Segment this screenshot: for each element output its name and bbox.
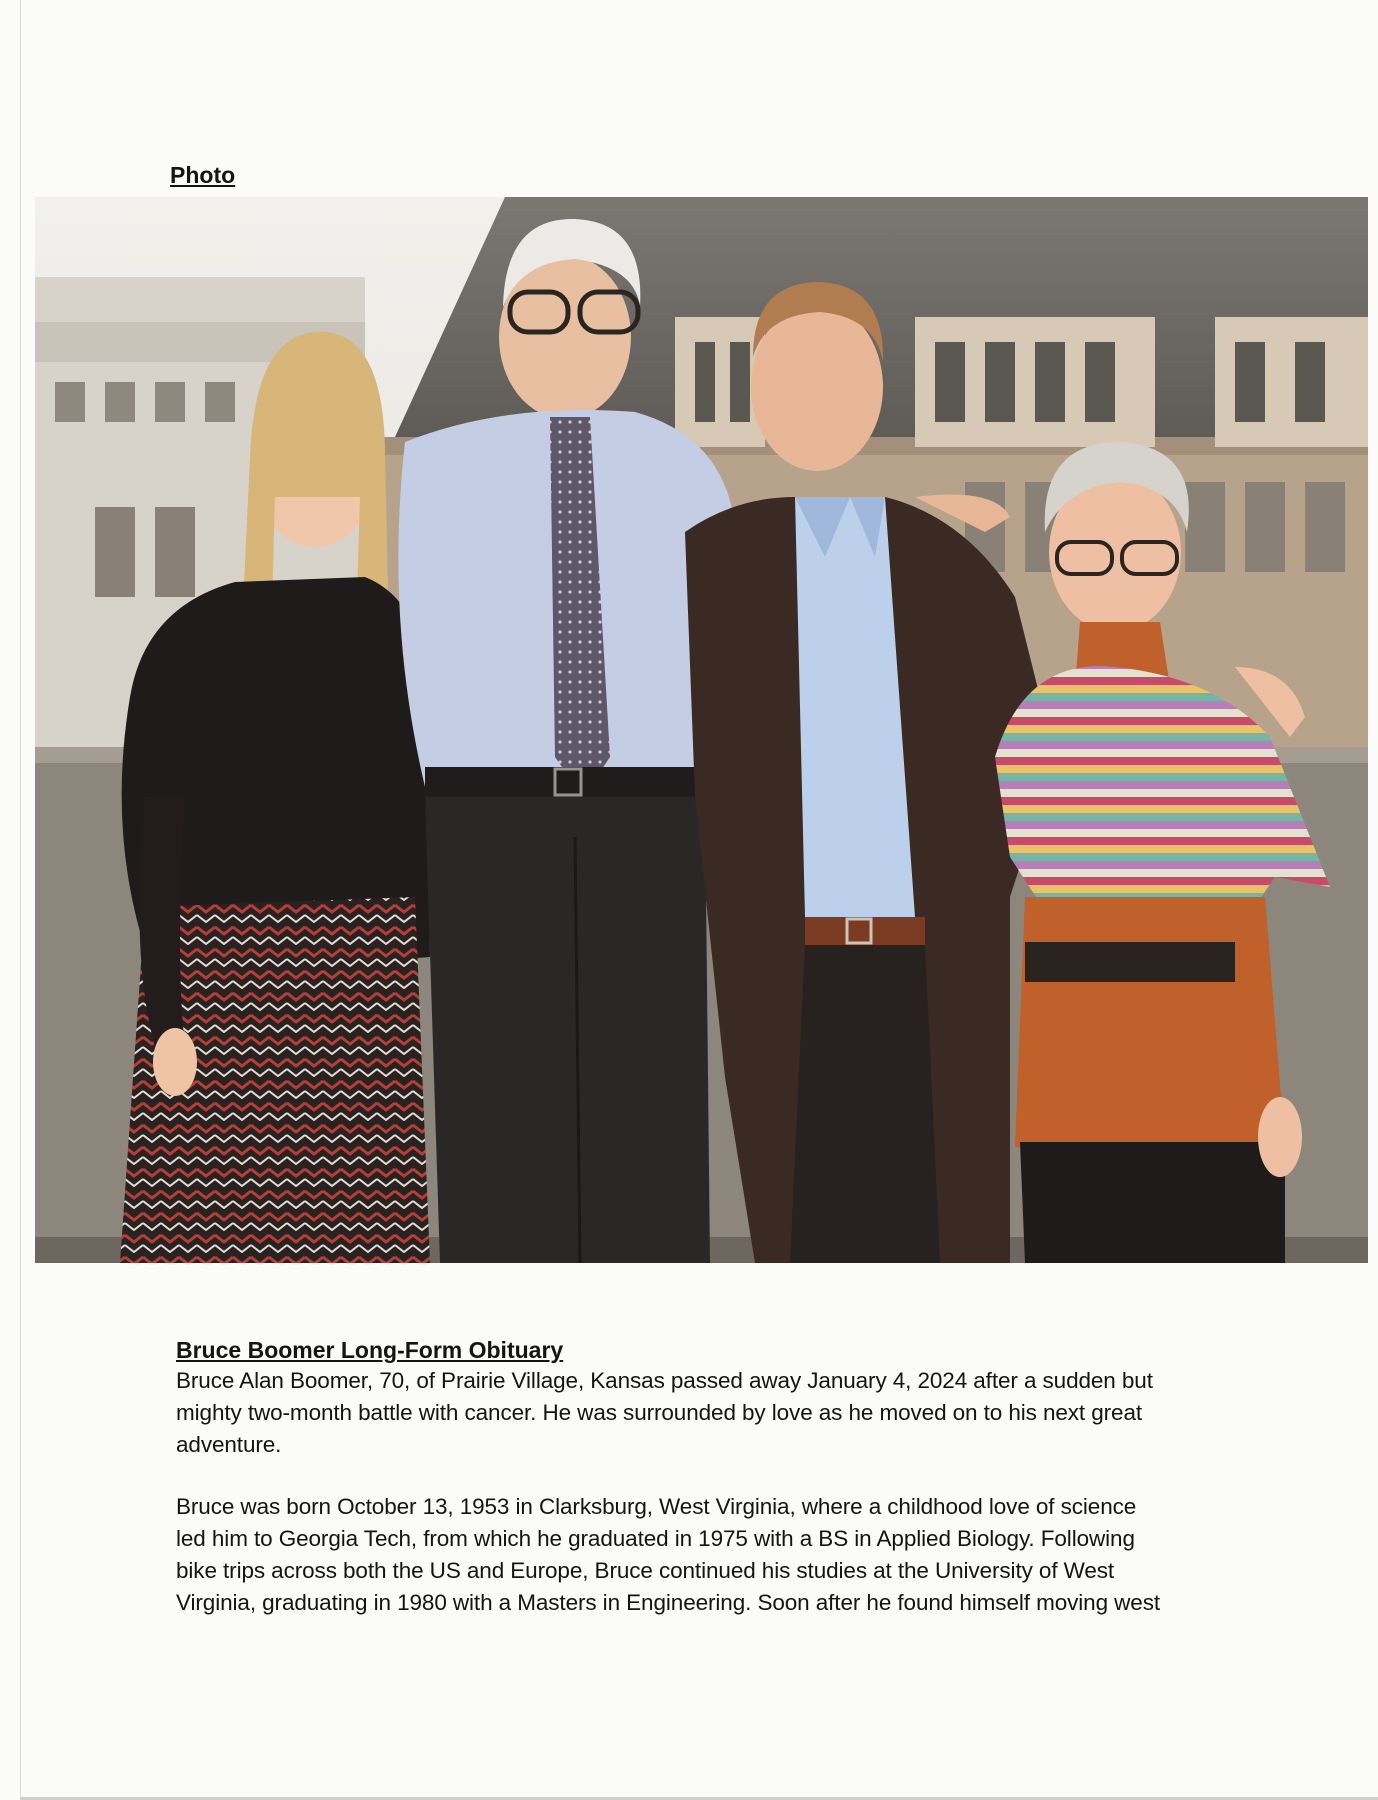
photo-section-label: Photo [170, 162, 236, 188]
paragraph-line: adventure. [176, 1432, 282, 1457]
paragraph-line: Bruce was born October 13, 1953 in Clarksburg, West Virginia, where a childhood love of science [176, 1494, 1137, 1519]
paragraph-line: mighty two-month battle with cancer. He was surrounded by love as he moved on to his next great [176, 1400, 1143, 1425]
paragraph-line: bike trips across both the US and Europe, Bruce continued his studies at the University of West [176, 1558, 1115, 1583]
paragraph-2 [176, 1491, 1266, 1619]
obituary-title: Bruce Boomer Long-Form Obituary [176, 1337, 564, 1363]
paragraph-gap [176, 1461, 1266, 1491]
scan-edge-left [20, 0, 21, 1800]
paragraph-line: Virginia, graduating in 1980 with a Masters in Engineering. Soon after he found himself moving west [176, 1590, 1161, 1615]
paragraph-line: led him to Georgia Tech, from which he graduated in 1975 with a BS in Applied Biology. Following [176, 1526, 1135, 1551]
obituary-article [176, 1335, 1266, 1619]
family-photo [35, 197, 1368, 1263]
paragraph-1 [176, 1365, 1266, 1461]
paragraph-line: Bruce Alan Boomer, 70, of Prairie Village, Kansas passed away January 4, 2024 after a sudden but [176, 1368, 1153, 1393]
family-photo-illustration [35, 197, 1368, 1263]
